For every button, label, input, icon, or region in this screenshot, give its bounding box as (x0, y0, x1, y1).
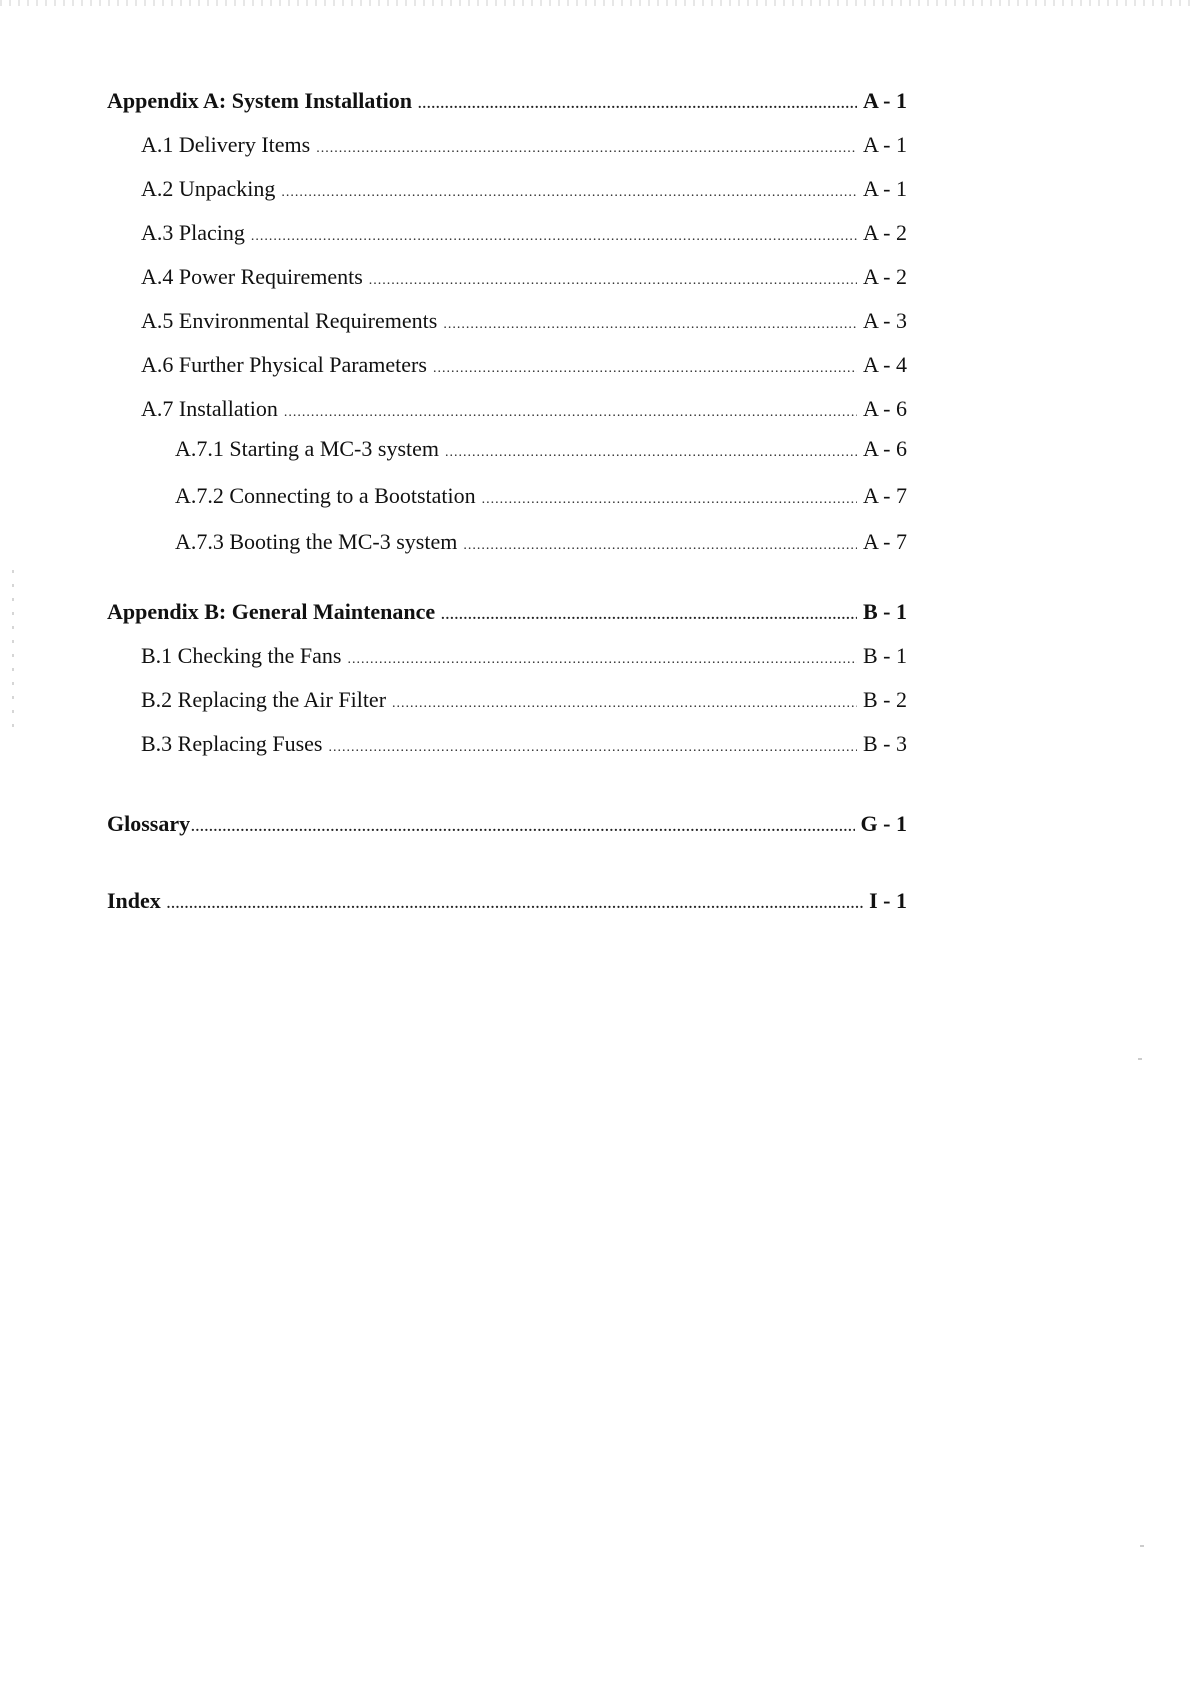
toc-entry-appendix-b[interactable] (107, 599, 907, 629)
toc-leader-dots (281, 180, 857, 206)
toc-entry-b2[interactable] (141, 687, 907, 717)
toc-entry-label: A.2 Unpacking (141, 176, 276, 201)
toc-entry-label: Appendix B: General Maintenance (107, 599, 436, 624)
toc-page-number: A - 2 (863, 264, 907, 289)
toc-page-number: A - 7 (863, 529, 907, 554)
toc-entry-a72[interactable] (175, 483, 907, 513)
toc-entry-a73[interactable] (175, 529, 907, 559)
toc-entry-label: A.3 Placing (141, 220, 245, 245)
toc-entry-a3[interactable] (141, 220, 907, 250)
toc-entry-label: A.7.2 Connecting to a Bootstation (175, 483, 476, 508)
toc-entry-label: Appendix A: System Installation (107, 88, 413, 113)
toc-leader-dots (347, 647, 857, 673)
toc-page-number: A - 2 (863, 220, 907, 245)
toc-entry-a7[interactable] (141, 396, 907, 426)
toc-entry-a4[interactable] (141, 264, 907, 294)
toc-page-number: A - 6 (863, 436, 907, 461)
toc-entry-label: A.7.1 Starting a MC-3 system (175, 436, 439, 461)
toc-leader-dots (433, 356, 857, 382)
toc-leader-dots (251, 224, 857, 250)
toc-page-number: B - 1 (863, 643, 907, 668)
scan-speck (1140, 1545, 1144, 1547)
toc-entry-a5[interactable] (141, 308, 907, 338)
toc-leader-dots (329, 735, 858, 761)
toc-page-number: A - 4 (863, 352, 907, 377)
toc-leader-dots (284, 400, 857, 426)
toc-entry-label: B.2 Replacing the Air Filter (141, 687, 387, 712)
toc-entry-index[interactable] (107, 888, 907, 918)
toc-leader-dots (463, 533, 857, 559)
toc-entry-label: A.7 Installation (141, 396, 278, 421)
toc-page-number: B - 2 (863, 687, 907, 712)
toc-entry-b3[interactable] (141, 731, 907, 761)
scan-speck (1138, 1058, 1142, 1060)
toc-leader-dots (316, 136, 857, 162)
toc-entry-appendix-a[interactable] (107, 88, 907, 118)
toc-entry-label: A.1 Delivery Items (141, 132, 311, 157)
toc-entry-label: Glossary (107, 811, 191, 836)
toc-entry-a6[interactable] (141, 352, 907, 382)
toc-leader-dots (441, 603, 857, 629)
toc-entry-glossary[interactable] (107, 811, 907, 841)
scan-artifact-top (0, 0, 1190, 6)
toc-leader-dots (167, 892, 863, 918)
toc-leader-dots (443, 312, 857, 338)
toc-leader-dots (392, 691, 857, 717)
toc-leader-dots (369, 268, 857, 294)
toc-entry-label: A.6 Further Physical Parameters (141, 352, 427, 377)
toc-page-number: A - 1 (863, 132, 907, 157)
toc-page-number: B - 3 (863, 731, 907, 756)
toc-page-number: G - 1 (860, 811, 907, 836)
toc-page-number: A - 6 (863, 396, 907, 421)
toc-entry-a71[interactable] (175, 436, 907, 466)
scan-artifact-left (12, 570, 14, 730)
toc-page-number: B - 1 (863, 599, 907, 624)
toc-entry-label: Index (107, 888, 161, 913)
toc-leader-dots (418, 92, 857, 118)
toc-entry-a1[interactable] (141, 132, 907, 162)
toc-entry-label: B.3 Replacing Fuses (141, 731, 323, 756)
toc-page-number: A - 1 (863, 176, 907, 201)
toc-entry-a2[interactable] (141, 176, 907, 206)
toc-page-number: I - 1 (869, 888, 907, 913)
toc-leader-dots (191, 815, 854, 841)
toc-page-number: A - 3 (863, 308, 907, 333)
toc-entry-label: B.1 Checking the Fans (141, 643, 342, 668)
toc-entry-label: A.5 Environmental Requirements (141, 308, 438, 333)
toc-page-number: A - 1 (863, 88, 907, 113)
toc-leader-dots (482, 487, 857, 513)
toc-entry-label: A.7.3 Booting the MC-3 system (175, 529, 458, 554)
toc-entry-b1[interactable] (141, 643, 907, 673)
toc-entry-label: A.4 Power Requirements (141, 264, 363, 289)
toc-page-number: A - 7 (863, 483, 907, 508)
toc-leader-dots (445, 440, 857, 466)
